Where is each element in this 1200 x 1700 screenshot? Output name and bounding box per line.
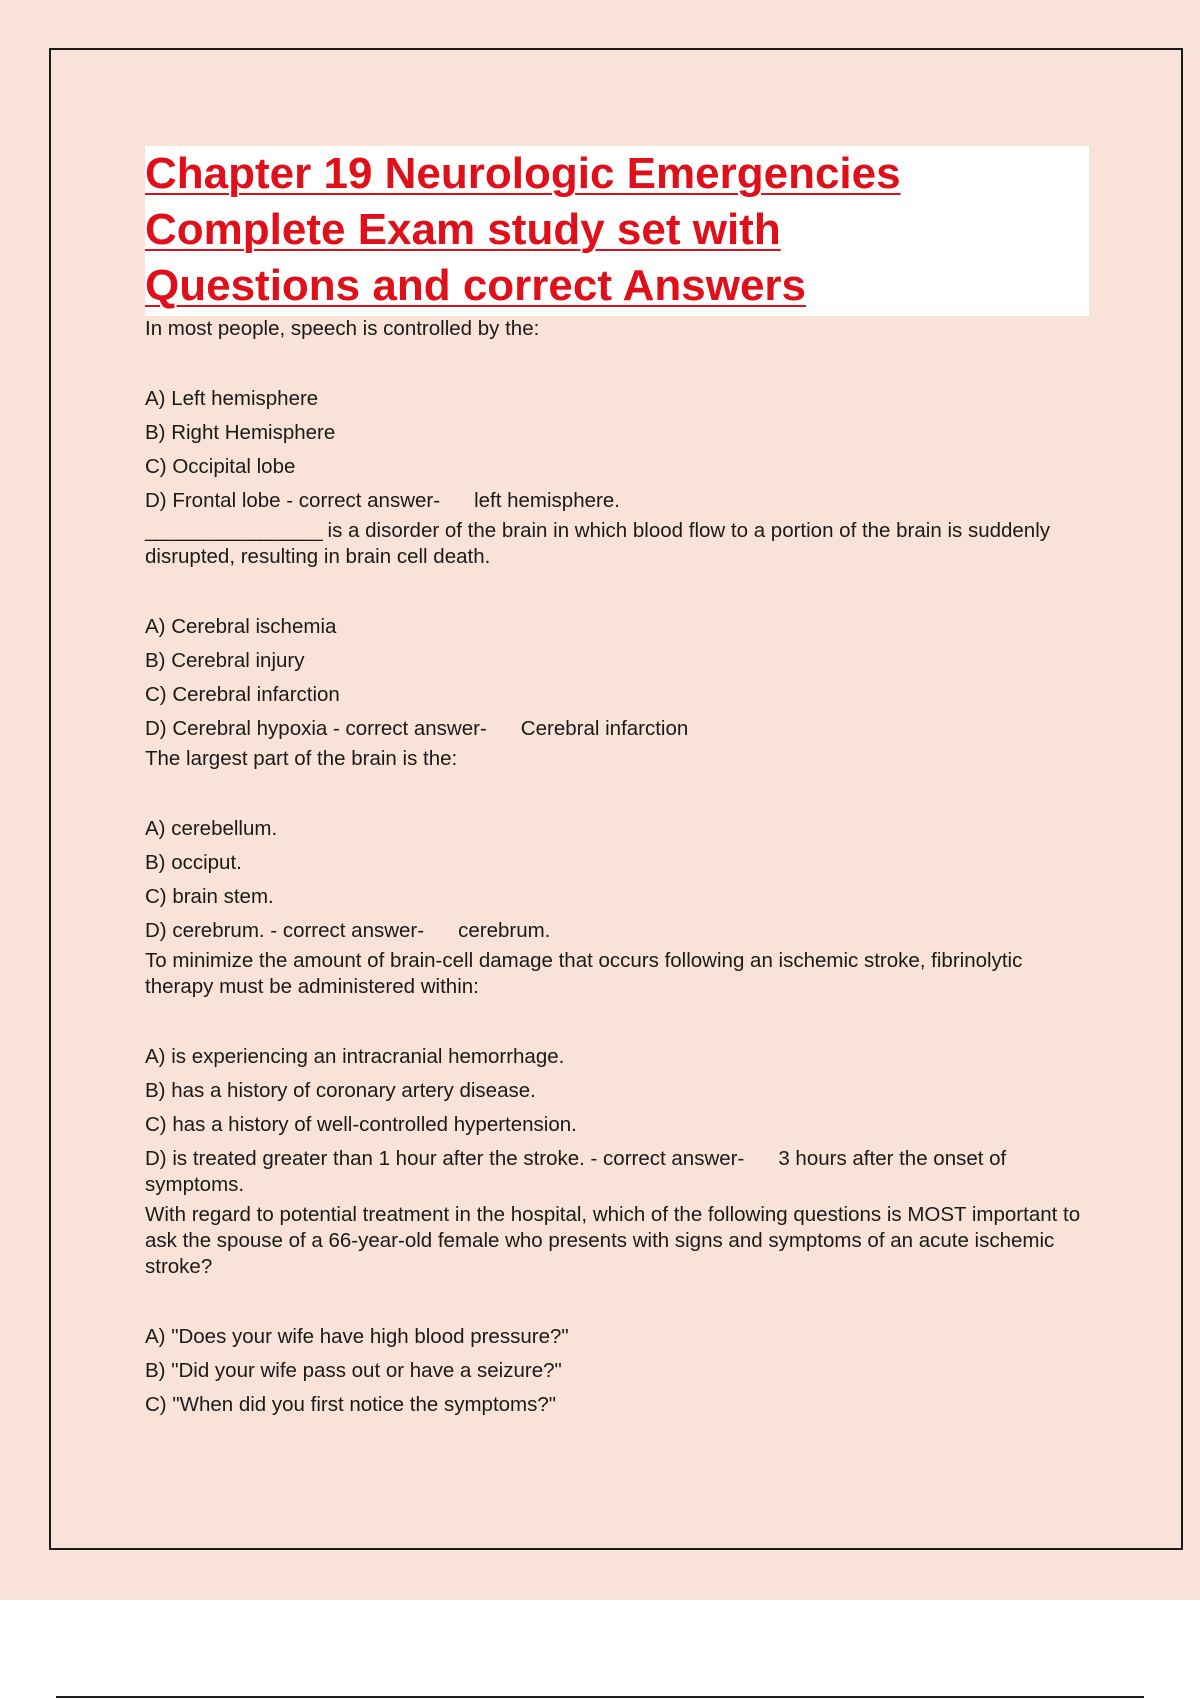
option-a: A) "Does your wife have high blood pressure?" — [145, 1325, 569, 1348]
option-c: C) has a history of well-controlled hypertension. — [145, 1113, 577, 1136]
question-block-1 — [145, 316, 1089, 514]
question-block-5 — [145, 1202, 1089, 1422]
answer-label: - correct answer- — [327, 717, 487, 740]
correct-answer: cerebrum. — [458, 919, 551, 942]
title-line-2: Complete Exam study set with — [145, 205, 781, 254]
answer-label: - correct answer- — [264, 919, 425, 942]
question-text: With regard to potential treatment in the hospital, which of the following questions is MOST important to ask the spouse of a 66-year-old female who presents with signs and symptoms of an acute ischemic stroke? — [145, 1203, 1081, 1278]
question-text — [145, 518, 1089, 570]
option-d: D) cerebrum. — [145, 919, 265, 942]
answer-label: - correct answer- — [280, 489, 441, 512]
option-c: C) "When did you first notice the symptoms?" — [145, 1393, 557, 1416]
document-title — [145, 146, 1089, 316]
title-line-1: Chapter 19 Neurologic Emergencies — [145, 149, 901, 198]
option-d: D) is treated greater than 1 hour after the stroke. — [145, 1147, 585, 1170]
option-b: B) occiput. — [145, 851, 242, 874]
option-c: C) Occipital lobe — [145, 455, 296, 478]
option-d-with-answer — [145, 1146, 1089, 1198]
option-b: B) "Did your wife pass out or have a seizure?" — [145, 1359, 562, 1382]
option-a: A) Left hemisphere — [145, 387, 319, 410]
question-block-4 — [145, 948, 1089, 1198]
answer-blank: _________________ — [145, 519, 322, 542]
document-content — [145, 146, 1089, 1422]
option-c: C) brain stem. — [145, 885, 274, 908]
option-a: A) cerebellum. — [145, 817, 278, 840]
option-d-with-answer — [145, 716, 1089, 742]
option-a: A) Cerebral ischemia — [145, 615, 337, 638]
correct-answer: Cerebral infarction — [520, 717, 689, 740]
option-a: A) is experiencing an intracranial hemorrhage. — [145, 1045, 565, 1068]
option-b: B) Right Hemisphere — [145, 421, 336, 444]
option-b: B) Cerebral injury — [145, 649, 305, 672]
option-d-with-answer — [145, 488, 1089, 514]
title-line-3: Questions and correct Answers — [145, 261, 807, 310]
question-body: is a disorder of the brain in which blood flow to a portion of the brain is suddenly disrupted, resulting in brain cell death. — [145, 519, 1050, 568]
question-text: The largest part of the brain is the: — [145, 747, 458, 770]
option-c: C) Cerebral infarction — [145, 683, 340, 706]
question-text: In most people, speech is controlled by the: — [145, 317, 540, 340]
option-b: B) has a history of coronary artery disease. — [145, 1079, 536, 1102]
correct-answer: left hemisphere. — [474, 489, 620, 512]
correct-answer: 3 hours after the onset of symptoms. — [145, 1147, 1007, 1196]
question-block-2 — [145, 518, 1089, 742]
question-text: To minimize the amount of brain-cell damage that occurs following an ischemic stroke, fibrinolytic therapy must be administered within: — [145, 949, 1023, 998]
option-d: D) Cerebral hypoxia — [145, 717, 328, 740]
footer-divider — [56, 1696, 1144, 1698]
answer-label: - correct answer- — [584, 1147, 745, 1170]
option-d: D) Frontal lobe — [145, 489, 281, 512]
option-d-with-answer — [145, 918, 1089, 944]
question-block-3 — [145, 746, 1089, 944]
